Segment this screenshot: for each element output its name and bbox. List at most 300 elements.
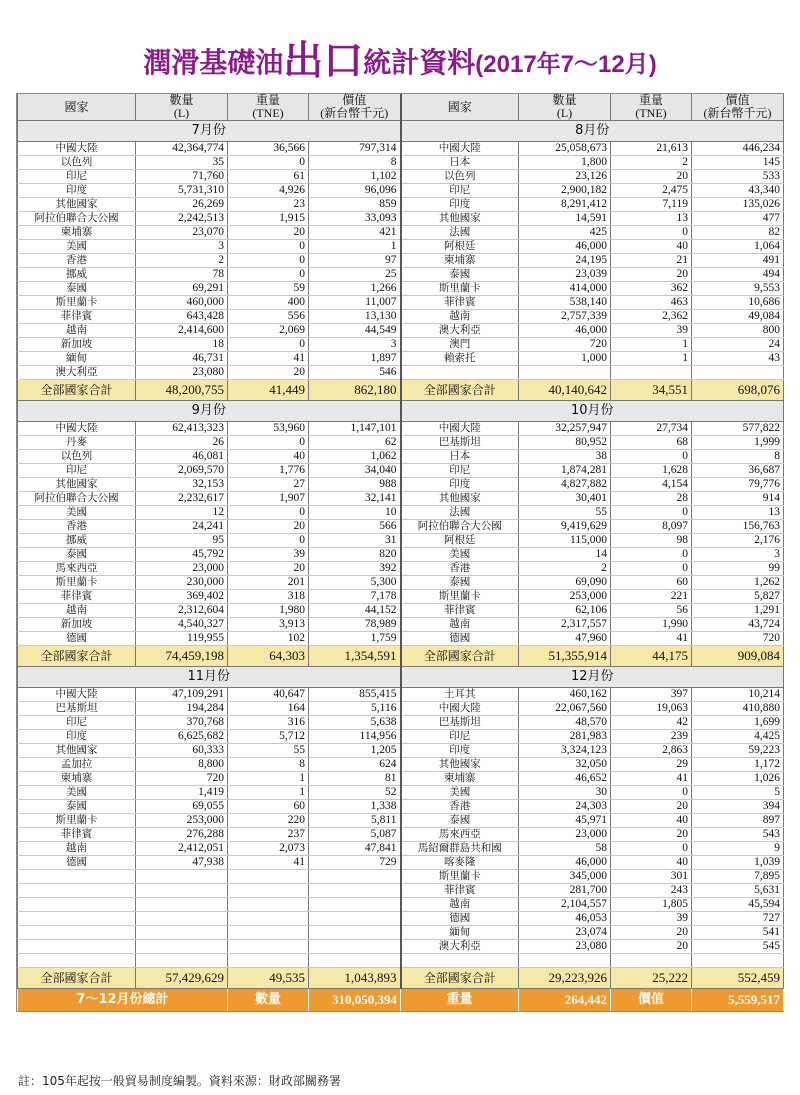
country-cell: 美國 [401, 548, 519, 562]
weight-cell: 56 [611, 604, 692, 618]
country-cell: 斯里蘭卡 [18, 296, 136, 310]
value-cell: 44,152 [309, 604, 401, 618]
weight-cell: 41 [228, 856, 309, 870]
country-cell: 中國大陸 [401, 142, 519, 156]
weight-cell: 1,628 [611, 464, 692, 478]
country-cell [18, 954, 136, 968]
weight-cell: 0 [228, 156, 309, 170]
country-cell: 斯里蘭卡 [401, 282, 519, 296]
country-cell: 澳大利亞 [401, 324, 519, 338]
qty-cell: 35 [136, 156, 228, 170]
qty-cell: 119,955 [136, 632, 228, 646]
value-cell: 410,880 [692, 702, 784, 716]
qty-cell: 8,800 [136, 758, 228, 772]
table-row [18, 534, 784, 548]
weight-cell: 40 [611, 814, 692, 828]
weight-cell: 59 [228, 282, 309, 296]
weight-cell: 20 [228, 226, 309, 240]
table-row [18, 604, 784, 618]
value-cell: 720 [692, 632, 784, 646]
qty-cell: 1,000 [519, 352, 611, 366]
country-cell: 賴索托 [401, 352, 519, 366]
country-cell: 阿根廷 [401, 240, 519, 254]
weight-cell: 27 [228, 478, 309, 492]
value-cell: 1,897 [309, 352, 401, 366]
qty-cell: 2,757,339 [519, 310, 611, 324]
country-cell: 澳門 [401, 338, 519, 352]
qty-cell: 720 [136, 772, 228, 786]
table-row [18, 212, 784, 226]
weight-cell: 23 [228, 198, 309, 212]
total-value: 1,043,893 [309, 968, 401, 989]
qty-cell: 32,050 [519, 758, 611, 772]
country-cell: 德國 [18, 632, 136, 646]
qty-cell: 30,401 [519, 492, 611, 506]
weight-cell: 243 [611, 884, 692, 898]
value-cell: 1,064 [692, 240, 784, 254]
header-weight: 重量 (TNE) [611, 94, 692, 121]
total-weight: 34,551 [611, 380, 692, 401]
grand-total-label: 7～12月份總計 [18, 989, 228, 1012]
country-cell: 中國大陸 [18, 142, 136, 156]
qty-cell: 69,090 [519, 576, 611, 590]
weight-cell: 19,063 [611, 702, 692, 716]
country-cell: 孟加拉 [18, 758, 136, 772]
table-row [18, 450, 784, 464]
value-cell: 1 [309, 240, 401, 254]
weight-cell: 4,154 [611, 478, 692, 492]
total-row [18, 380, 784, 401]
table-row [18, 856, 784, 870]
weight-cell: 28 [611, 492, 692, 506]
weight-cell: 1,990 [611, 618, 692, 632]
weight-cell: 41 [611, 772, 692, 786]
weight-cell: 20 [611, 926, 692, 940]
country-cell: 印尼 [18, 464, 136, 478]
weight-cell: 237 [228, 828, 309, 842]
qty-cell: 23,074 [519, 926, 611, 940]
weight-cell: 0 [611, 842, 692, 856]
qty-cell: 62,106 [519, 604, 611, 618]
country-cell: 柬埔寨 [18, 772, 136, 786]
weight-cell: 556 [228, 310, 309, 324]
weight-cell: 41 [228, 352, 309, 366]
country-cell: 新加坡 [18, 338, 136, 352]
weight-cell: 0 [611, 548, 692, 562]
total-row [18, 646, 784, 667]
qty-cell: 46,652 [519, 772, 611, 786]
table-row [18, 142, 784, 156]
qty-cell: 2,069,570 [136, 464, 228, 478]
table-row [18, 170, 784, 184]
country-cell: 菲律賓 [401, 604, 519, 618]
weight-cell: 39 [611, 324, 692, 338]
table-row [18, 296, 784, 310]
table-row [18, 730, 784, 744]
page-title [0, 30, 800, 88]
qty-cell: 23,126 [519, 170, 611, 184]
qty-cell: 58 [519, 842, 611, 856]
weight-cell: 221 [611, 590, 692, 604]
value-cell: 546 [309, 366, 401, 380]
value-cell: 10,214 [692, 688, 784, 702]
country-cell: 越南 [401, 310, 519, 324]
total-weight: 49,535 [228, 968, 309, 989]
weight-cell: 0 [228, 338, 309, 352]
grand-weight-label: 重量 [401, 989, 519, 1012]
weight-cell [228, 912, 309, 926]
value-cell [309, 884, 401, 898]
grand-qty-label: 數量 [228, 989, 309, 1012]
country-cell: 菲律賓 [18, 590, 136, 604]
value-cell: 13,130 [309, 310, 401, 324]
qty-cell: 25,058,673 [519, 142, 611, 156]
month-label: 12月份 [401, 667, 784, 688]
table-row [18, 268, 784, 282]
weight-cell: 1,980 [228, 604, 309, 618]
header-value: 價值 (新台幣千元) [309, 94, 401, 121]
country-cell: 新加坡 [18, 618, 136, 632]
weight-cell: 2,069 [228, 324, 309, 338]
value-cell: 52 [309, 786, 401, 800]
weight-cell: 5,712 [228, 730, 309, 744]
table-row [18, 366, 784, 380]
table-row [18, 310, 784, 324]
country-cell: 法國 [401, 226, 519, 240]
country-cell: 斯里蘭卡 [401, 870, 519, 884]
table-row [18, 464, 784, 478]
table-body [18, 121, 784, 1012]
qty-cell: 46,081 [136, 450, 228, 464]
value-cell: 9 [692, 842, 784, 856]
value-cell: 31 [309, 534, 401, 548]
month-header-row [18, 121, 784, 142]
country-cell: 泰國 [401, 814, 519, 828]
value-cell: 1,266 [309, 282, 401, 296]
country-cell: 菲律賓 [401, 884, 519, 898]
value-cell: 859 [309, 198, 401, 212]
value-cell: 1,026 [692, 772, 784, 786]
weight-cell: 1,805 [611, 898, 692, 912]
qty-cell: 425 [519, 226, 611, 240]
country-cell: 澳大利亞 [18, 366, 136, 380]
country-cell: 斯里蘭卡 [18, 576, 136, 590]
weight-cell: 8 [228, 758, 309, 772]
weight-cell [611, 954, 692, 968]
table-row [18, 436, 784, 450]
qty-cell: 643,428 [136, 310, 228, 324]
qty-cell: 23,080 [519, 940, 611, 954]
qty-cell [519, 366, 611, 380]
weight-cell: 164 [228, 702, 309, 716]
country-cell: 越南 [401, 898, 519, 912]
weight-cell [228, 870, 309, 884]
qty-cell: 460,162 [519, 688, 611, 702]
country-cell: 柬埔寨 [401, 254, 519, 268]
qty-cell: 26,269 [136, 198, 228, 212]
country-cell: 美國 [18, 240, 136, 254]
value-cell: 5 [692, 786, 784, 800]
qty-cell: 414,000 [519, 282, 611, 296]
qty-cell: 2,414,600 [136, 324, 228, 338]
month-header-row [18, 667, 784, 688]
table-row [18, 688, 784, 702]
value-cell: 914 [692, 492, 784, 506]
value-cell: 392 [309, 562, 401, 576]
table-row [18, 478, 784, 492]
qty-cell: 2,104,557 [519, 898, 611, 912]
value-cell: 97 [309, 254, 401, 268]
value-cell: 897 [692, 814, 784, 828]
table-row [18, 506, 784, 520]
value-cell: 3 [692, 548, 784, 562]
qty-cell [136, 870, 228, 884]
total-qty: 74,459,198 [136, 646, 228, 667]
country-cell: 印度 [401, 478, 519, 492]
value-cell: 1,039 [692, 856, 784, 870]
country-cell [18, 884, 136, 898]
country-cell: 以色列 [18, 156, 136, 170]
country-cell: 法國 [401, 506, 519, 520]
qty-cell: 1,874,281 [519, 464, 611, 478]
total-weight: 64,303 [228, 646, 309, 667]
qty-cell: 2,242,513 [136, 212, 228, 226]
weight-cell: 0 [228, 268, 309, 282]
value-cell: 96,096 [309, 184, 401, 198]
value-cell: 820 [309, 548, 401, 562]
qty-cell: 62,413,323 [136, 422, 228, 436]
country-cell: 中國大陸 [18, 688, 136, 702]
month-label: 10月份 [401, 401, 784, 422]
qty-cell [136, 912, 228, 926]
country-cell [18, 912, 136, 926]
weight-cell [228, 926, 309, 940]
country-cell: 泰國 [401, 576, 519, 590]
value-cell [692, 366, 784, 380]
table-row [18, 520, 784, 534]
value-cell: 5,638 [309, 716, 401, 730]
value-cell: 3 [309, 338, 401, 352]
weight-cell: 1 [228, 786, 309, 800]
table-row [18, 716, 784, 730]
table-row [18, 870, 784, 884]
value-cell: 33,093 [309, 212, 401, 226]
country-cell: 印尼 [401, 730, 519, 744]
qty-cell: 23,039 [519, 268, 611, 282]
value-cell: 797,314 [309, 142, 401, 156]
value-cell: 1,699 [692, 716, 784, 730]
country-cell: 其他國家 [401, 492, 519, 506]
weight-cell [228, 954, 309, 968]
value-cell: 99 [692, 562, 784, 576]
qty-cell: 55 [519, 506, 611, 520]
table-row [18, 954, 784, 968]
value-cell: 43,340 [692, 184, 784, 198]
table-row [18, 842, 784, 856]
qty-cell: 26 [136, 436, 228, 450]
value-cell: 1,102 [309, 170, 401, 184]
weight-cell: 1,915 [228, 212, 309, 226]
qty-cell: 253,000 [519, 590, 611, 604]
weight-cell: 4,926 [228, 184, 309, 198]
qty-cell: 2,232,617 [136, 492, 228, 506]
country-cell: 菲律賓 [18, 310, 136, 324]
weight-cell: 1 [228, 772, 309, 786]
value-cell: 1,262 [692, 576, 784, 590]
qty-cell: 14 [519, 548, 611, 562]
country-cell [18, 926, 136, 940]
weight-cell: 0 [611, 506, 692, 520]
table-row [18, 492, 784, 506]
country-cell: 以色列 [401, 170, 519, 184]
qty-cell: 47,960 [519, 632, 611, 646]
table-row [18, 226, 784, 240]
qty-cell: 47,938 [136, 856, 228, 870]
total-weight: 44,175 [611, 646, 692, 667]
country-cell: 美國 [18, 786, 136, 800]
value-cell: 1,759 [309, 632, 401, 646]
header-qty: 數量 (L) [136, 94, 228, 121]
country-cell: 日本 [401, 450, 519, 464]
month-label: 7月份 [18, 121, 401, 142]
qty-cell: 48,570 [519, 716, 611, 730]
value-cell: 533 [692, 170, 784, 184]
value-cell: 1,291 [692, 604, 784, 618]
total-value: 909,084 [692, 646, 784, 667]
table-row [18, 828, 784, 842]
weight-cell: 20 [611, 268, 692, 282]
header-weight: 重量 (TNE) [228, 94, 309, 121]
country-cell: 印度 [401, 744, 519, 758]
country-cell: 馬來西亞 [18, 562, 136, 576]
value-cell: 47,841 [309, 842, 401, 856]
qty-cell: 46,053 [519, 912, 611, 926]
table-row [18, 590, 784, 604]
table-row [18, 282, 784, 296]
value-cell: 5,827 [692, 590, 784, 604]
weight-cell: 20 [228, 562, 309, 576]
qty-cell: 78 [136, 268, 228, 282]
country-cell: 阿拉伯聯合大公國 [401, 520, 519, 534]
weight-cell: 41 [611, 632, 692, 646]
qty-cell: 3 [136, 240, 228, 254]
table-row [18, 562, 784, 576]
weight-cell: 102 [228, 632, 309, 646]
qty-cell: 24,241 [136, 520, 228, 534]
qty-cell: 1,419 [136, 786, 228, 800]
table-row [18, 184, 784, 198]
country-cell [18, 940, 136, 954]
value-cell: 394 [692, 800, 784, 814]
weight-cell: 61 [228, 170, 309, 184]
weight-cell: 0 [611, 450, 692, 464]
qty-cell: 12 [136, 506, 228, 520]
weight-cell [611, 366, 692, 380]
month-label: 9月份 [18, 401, 401, 422]
value-cell: 114,956 [309, 730, 401, 744]
country-cell: 中國大陸 [401, 702, 519, 716]
table-row [18, 800, 784, 814]
qty-cell [136, 884, 228, 898]
country-cell: 中國大陸 [18, 422, 136, 436]
table-row [18, 352, 784, 366]
value-cell: 566 [309, 520, 401, 534]
country-cell [401, 366, 519, 380]
header-country: 國家 [18, 94, 136, 121]
value-cell: 25 [309, 268, 401, 282]
table-row [18, 912, 784, 926]
weight-cell: 0 [228, 254, 309, 268]
value-cell: 59,223 [692, 744, 784, 758]
qty-cell: 253,000 [136, 814, 228, 828]
qty-cell: 80,952 [519, 436, 611, 450]
value-cell: 729 [309, 856, 401, 870]
country-cell: 越南 [18, 842, 136, 856]
country-cell: 巴基斯坦 [401, 436, 519, 450]
weight-cell: 39 [611, 912, 692, 926]
qty-cell [136, 926, 228, 940]
country-cell: 印尼 [18, 716, 136, 730]
table-row [18, 422, 784, 436]
country-cell: 斯里蘭卡 [401, 590, 519, 604]
value-cell: 800 [692, 324, 784, 338]
weight-cell: 397 [611, 688, 692, 702]
total-value: 698,076 [692, 380, 784, 401]
value-cell: 34,040 [309, 464, 401, 478]
weight-cell: 20 [228, 366, 309, 380]
weight-cell: 8,097 [611, 520, 692, 534]
value-cell: 4,425 [692, 730, 784, 744]
weight-cell: 220 [228, 814, 309, 828]
weight-cell: 0 [228, 436, 309, 450]
value-cell [309, 870, 401, 884]
weight-cell: 20 [611, 170, 692, 184]
country-cell: 香港 [401, 562, 519, 576]
weight-cell: 55 [228, 744, 309, 758]
qty-cell: 2,317,557 [519, 618, 611, 632]
weight-cell: 463 [611, 296, 692, 310]
weight-cell: 318 [228, 590, 309, 604]
table-row [18, 156, 784, 170]
weight-cell: 40 [611, 240, 692, 254]
weight-cell: 53,960 [228, 422, 309, 436]
value-cell: 9,553 [692, 282, 784, 296]
table-row [18, 338, 784, 352]
table-row [18, 618, 784, 632]
weight-cell: 3,913 [228, 618, 309, 632]
weight-cell: 1 [611, 338, 692, 352]
qty-cell: 2 [136, 254, 228, 268]
value-cell: 10 [309, 506, 401, 520]
country-cell: 阿拉伯聯合大公國 [18, 212, 136, 226]
weight-cell: 201 [228, 576, 309, 590]
qty-cell: 22,067,560 [519, 702, 611, 716]
title-part-1: 潤滑基礎油 [143, 46, 284, 79]
qty-cell: 23,080 [136, 366, 228, 380]
country-cell: 阿根廷 [401, 534, 519, 548]
country-cell: 阿拉伯聯合大公國 [18, 492, 136, 506]
value-cell [309, 912, 401, 926]
value-cell: 1,338 [309, 800, 401, 814]
qty-cell: 538,140 [519, 296, 611, 310]
qty-cell: 32,257,947 [519, 422, 611, 436]
value-cell: 1,999 [692, 436, 784, 450]
month-label: 11月份 [18, 667, 401, 688]
value-cell: 5,087 [309, 828, 401, 842]
qty-cell: 46,000 [519, 856, 611, 870]
qty-cell: 8,291,412 [519, 198, 611, 212]
qty-cell: 23,070 [136, 226, 228, 240]
